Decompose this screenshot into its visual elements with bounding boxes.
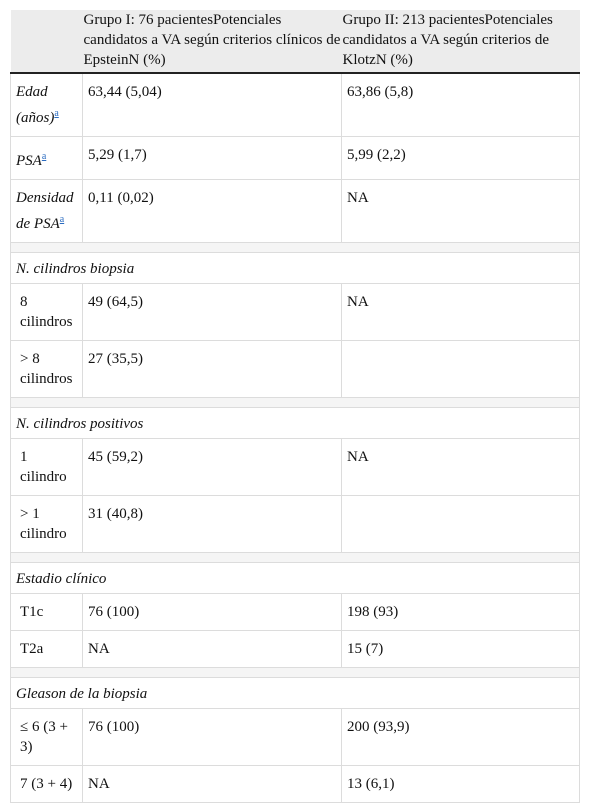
cell-g1: 76 (100) xyxy=(83,709,342,766)
cell-g2: 200 (93,9) xyxy=(342,709,580,766)
table-row xyxy=(11,284,580,341)
cell-g2: NA xyxy=(342,284,580,341)
comparison-table xyxy=(10,10,580,803)
header-row xyxy=(11,10,580,73)
row-label: 1 cilindro xyxy=(11,439,83,496)
cell-g1: 63,44 (5,04) xyxy=(83,73,342,137)
footnote-link[interactable]: a xyxy=(41,151,47,162)
cell-g1: NA xyxy=(83,766,342,803)
section-header-cilindros xyxy=(11,253,580,284)
row-label: T2a xyxy=(11,631,83,668)
spacer-row xyxy=(11,243,580,253)
spacer-row xyxy=(11,398,580,408)
cell-g2: NA xyxy=(342,180,580,243)
section-title: N. cilindros positivos xyxy=(11,408,580,439)
section-header-gleason xyxy=(11,678,580,709)
cell-g2: NA xyxy=(342,439,580,496)
spacer-row xyxy=(11,553,580,563)
row-label-text: PSA xyxy=(16,153,42,169)
cell-g1: 5,29 (1,7) xyxy=(83,137,342,180)
row-psa xyxy=(11,137,580,180)
footnote-link[interactable]: a xyxy=(59,214,65,225)
cell-g2: 15 (7) xyxy=(342,631,580,668)
cell-g2: 198 (93) xyxy=(342,594,580,631)
row-densidad xyxy=(11,180,580,243)
footnote-link[interactable]: a xyxy=(54,108,59,119)
header-empty xyxy=(11,10,83,73)
header-group-1: Grupo I: 76 pacientesPotenciales candidatos a VA según criterios clínicos de EpsteinN (%) xyxy=(83,10,342,73)
row-label: T1c xyxy=(11,594,83,631)
row-label: 7 (3 + 4) xyxy=(11,766,83,803)
row-edad xyxy=(11,73,580,137)
cell-g1: 27 (35,5) xyxy=(83,341,342,398)
cell-g1: 45 (59,2) xyxy=(83,439,342,496)
row-label: > 8 cilindros xyxy=(11,341,83,398)
table-row xyxy=(11,594,580,631)
section-header-positivos xyxy=(11,408,580,439)
row-label xyxy=(11,180,83,243)
cell-g1: 49 (64,5) xyxy=(83,284,342,341)
table-container xyxy=(10,10,579,803)
header-group-2: Grupo II: 213 pacientesPotenciales candidatos a VA según criterios de KlotzN (%) xyxy=(342,10,580,73)
cell-g2: 13 (6,1) xyxy=(342,766,580,803)
row-label: ≤ 6 (3 + 3) xyxy=(11,709,83,766)
cell-g1: 76 (100) xyxy=(83,594,342,631)
table-row xyxy=(11,766,580,803)
row-label xyxy=(11,73,83,137)
cell-g2: 5,99 (2,2) xyxy=(342,137,580,180)
cell-g1: 0,11 (0,02) xyxy=(83,180,342,243)
cell-g1: 31 (40,8) xyxy=(83,496,342,553)
row-label xyxy=(11,137,83,180)
table-row xyxy=(11,631,580,668)
cell-g2: 63,86 (5,8) xyxy=(342,73,580,137)
table-row xyxy=(11,341,580,398)
row-label: > 1 cilindro xyxy=(11,496,83,553)
cell-g2 xyxy=(342,496,580,553)
table-row xyxy=(11,439,580,496)
section-title: Estadio clínico xyxy=(11,563,580,594)
spacer-row xyxy=(11,668,580,678)
row-label-text: Densidad de PSA xyxy=(16,190,74,232)
section-title: Gleason de la biopsia xyxy=(11,678,580,709)
section-header-estadio xyxy=(11,563,580,594)
table-row xyxy=(11,496,580,553)
section-title: N. cilindros biopsia xyxy=(11,253,580,284)
cell-g2 xyxy=(342,341,580,398)
row-label: 8 cilindros xyxy=(11,284,83,341)
cell-g1: NA xyxy=(83,631,342,668)
row-label-text: Edad (años) xyxy=(16,84,55,126)
table-row xyxy=(11,709,580,766)
